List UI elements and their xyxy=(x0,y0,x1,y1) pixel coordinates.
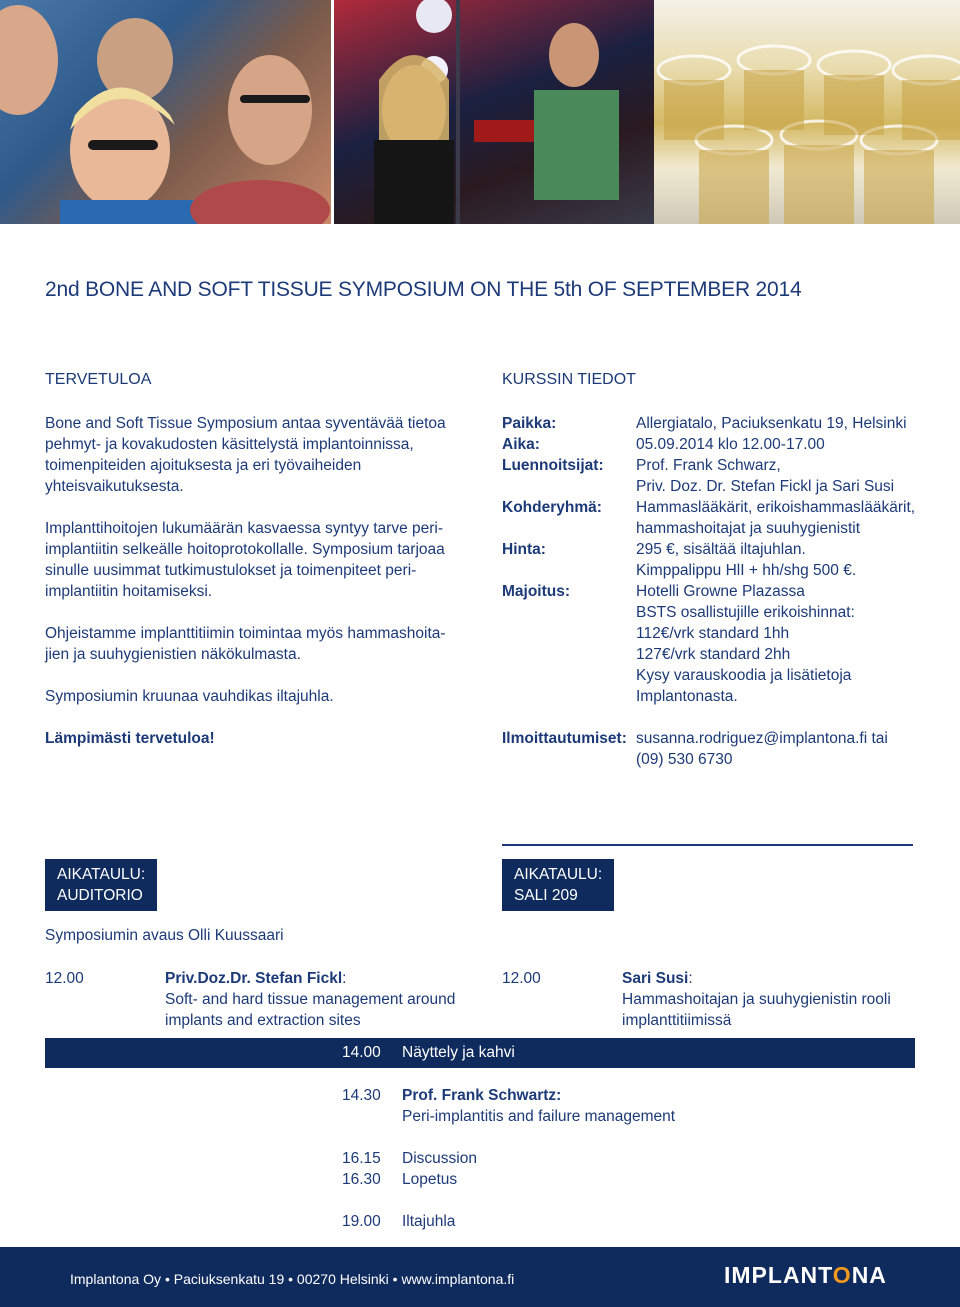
info-label: Majoitus: xyxy=(502,583,571,600)
info-label: Aika: xyxy=(502,436,540,453)
row-text: Discussion xyxy=(402,1150,477,1167)
slot-topic: Soft- and hard tissue management around xyxy=(165,991,456,1008)
row-title: Prof. Frank Schwartz: xyxy=(402,1087,562,1104)
break-time: 14.00 xyxy=(342,1044,381,1061)
course-heading: KURSSIN TIEDOT xyxy=(502,371,636,388)
info-value: Hotelli Growne Plazassa xyxy=(636,583,805,600)
info-value: Implantonasta. xyxy=(636,688,738,705)
logo-part: NA xyxy=(851,1262,887,1288)
slot-colon: : xyxy=(342,970,347,987)
logo-accent: O xyxy=(832,1262,852,1288)
slot-colon: : xyxy=(688,970,693,987)
info-row xyxy=(502,413,922,434)
schedule-tag-sali xyxy=(502,859,614,911)
registration-row xyxy=(502,749,922,770)
schedule-tag-auditorio xyxy=(45,859,157,911)
info-value: Allergiatalo, Paciuksenkatu 19, Helsinki xyxy=(636,415,907,432)
course-info xyxy=(502,413,922,770)
slot-time: 12.00 xyxy=(502,970,541,987)
schedule-row xyxy=(342,1169,675,1190)
info-row xyxy=(502,644,922,665)
info-row xyxy=(502,581,922,602)
row-text: Iltajuhla xyxy=(402,1213,456,1230)
schedule-row xyxy=(342,1085,675,1127)
info-row xyxy=(502,602,922,623)
info-value: Prof. Frank Schwarz, xyxy=(636,457,781,474)
info-label xyxy=(502,602,636,623)
info-row xyxy=(502,518,922,539)
tag-line: SALI 209 xyxy=(514,887,578,904)
concert-photo xyxy=(334,0,654,224)
slot-speaker: Priv.Doz.Dr. Stefan Fickl xyxy=(165,970,343,987)
welcome-paragraph: Bone and Soft Tissue Symposium antaa syventävää tietoa pehmyt- ja kovakudosten käsittelystä implantoinnissa, toimenpiteiden ajoituksesta ja eri työvaiheiden yhteisvaikutuksesta. xyxy=(45,415,446,495)
info-row xyxy=(502,539,922,560)
tag-line: AUDITORIO xyxy=(57,887,143,904)
row-time: 14.30 xyxy=(342,1087,381,1104)
photo-banner xyxy=(0,0,960,224)
info-label: Paikka: xyxy=(502,415,557,432)
info-label xyxy=(502,518,636,539)
welcome-heading: TERVETULOA xyxy=(45,371,152,388)
page-title: 2nd BONE AND SOFT TISSUE SYMPOSIUM ON THE 5th OF SEPTEMBER 2014 xyxy=(45,278,802,301)
tag-line: AIKATAULU: xyxy=(514,866,603,883)
slot-body xyxy=(165,968,455,1031)
row-time: 16.15 xyxy=(342,1150,381,1167)
section-divider xyxy=(502,844,913,846)
info-row xyxy=(502,560,922,581)
registration-phone: (09) 530 6730 xyxy=(636,751,733,768)
slot-topic: implanttitiimissä xyxy=(622,1012,732,1029)
info-label-empty xyxy=(502,749,636,770)
info-value: 112€/vrk standard 1hh xyxy=(636,625,790,642)
slot-body xyxy=(622,968,891,1031)
slot-topic: implants and extraction sites xyxy=(165,1012,361,1029)
welcome-paragraph: Symposiumin kruunaa vauhdikas iltajuhla. xyxy=(45,688,334,705)
implantona-logo[interactable] xyxy=(724,1262,887,1289)
info-label xyxy=(502,476,636,497)
spacer xyxy=(502,707,922,728)
slot-time: 12.00 xyxy=(45,970,84,987)
info-value: Kimppalippu HlI + hh/shg 500 €. xyxy=(636,562,857,579)
registration-label: Ilmoittautumiset: xyxy=(502,730,627,747)
audience-photo xyxy=(0,0,331,224)
info-value: Hammaslääkärit, erikoishammaslääkärit, xyxy=(636,499,916,516)
row-time: 19.00 xyxy=(342,1213,381,1230)
info-label xyxy=(502,560,636,581)
spacer xyxy=(342,1127,675,1148)
info-label: Luennoitsijat: xyxy=(502,457,604,474)
tag-line: AIKATAULU: xyxy=(57,866,146,883)
info-value: Kysy varauskoodia ja lisätietoja xyxy=(636,667,852,684)
row-time: 16.30 xyxy=(342,1171,381,1188)
logo-part: IMPLANT xyxy=(724,1262,833,1288)
info-value: BSTS osallistujille erikoishinnat: xyxy=(636,604,855,621)
info-value: Priv. Doz. Dr. Stefan Fickl ja Sari Susi xyxy=(636,478,895,495)
info-label: Hinta: xyxy=(502,541,546,558)
schedule-row xyxy=(342,1211,675,1232)
registration-email[interactable]: susanna.rodriguez@implantona.fi tai xyxy=(636,730,888,747)
row-text: Lopetus xyxy=(402,1171,458,1188)
info-row xyxy=(502,434,922,455)
info-value: 127€/vrk standard 2hh xyxy=(636,646,791,663)
info-row xyxy=(502,455,922,476)
spacer xyxy=(342,1190,675,1211)
welcome-paragraph: Ohjeistamme implanttitiimin toimintaa myös hammashoita-jien ja suuhygienistien näkökulmasta. xyxy=(45,625,446,663)
footer xyxy=(0,1247,960,1307)
champagne-photo xyxy=(654,0,960,224)
info-row xyxy=(502,623,922,644)
info-label xyxy=(502,623,636,644)
afternoon-schedule xyxy=(342,1085,675,1232)
info-row xyxy=(502,665,922,686)
opening-text: Symposiumin avaus Olli Kuussaari xyxy=(45,927,284,944)
break-label: Näyttely ja kahvi xyxy=(402,1044,515,1061)
schedule-row xyxy=(342,1148,675,1169)
registration-row xyxy=(502,728,922,749)
schedule-slot-left xyxy=(45,968,455,1031)
info-label xyxy=(502,644,636,665)
info-value: 295 €, sisältää iltajuhlan. xyxy=(636,541,806,558)
slot-topic: Hammashoitajan ja suuhygienistin rooli xyxy=(622,991,891,1008)
info-label: Kohderyhmä: xyxy=(502,499,602,516)
info-label xyxy=(502,665,636,686)
row-body xyxy=(402,1085,675,1127)
info-value: hammashoitajat ja suuhygienistit xyxy=(636,520,861,537)
info-row xyxy=(502,497,922,518)
welcome-paragraph: Implanttihoitojen lukumäärän kasvaessa syntyy tarve peri-implantiitin selkeälle hoitoprotokollalle. Symposium tarjoaa sinulle uusimmat tutkimustulokset ja toimenpiteet peri-implantiitin hoitamiseksi. xyxy=(45,520,445,600)
row-text: Peri-implantitis and failure management xyxy=(402,1108,676,1125)
info-row xyxy=(502,476,922,497)
schedule-slot-right xyxy=(502,968,891,1031)
info-label xyxy=(502,686,636,707)
welcome-closing: Lämpimästi tervetuloa! xyxy=(45,730,215,747)
break-bar xyxy=(45,1038,915,1068)
info-value: 05.09.2014 klo 12.00-17.00 xyxy=(636,436,825,453)
welcome-text xyxy=(45,413,465,770)
info-row xyxy=(502,686,922,707)
footer-address: Implantona Oy • Paciuksenkatu 19 • 00270 Helsinki • www.implantona.fi xyxy=(70,1271,515,1287)
slot-speaker: Sari Susi xyxy=(622,970,689,987)
